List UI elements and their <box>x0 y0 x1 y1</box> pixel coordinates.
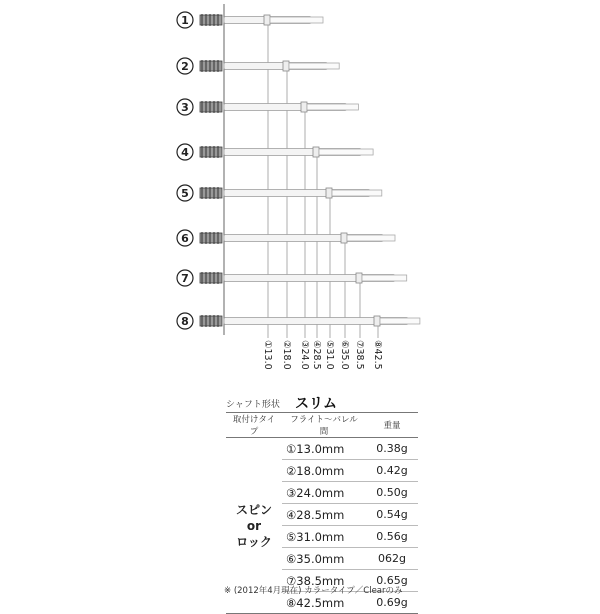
length-cell: ②18.0mm <box>282 460 366 482</box>
shaft-ring <box>326 188 332 198</box>
shaft-flight-slot <box>270 17 323 23</box>
shaft-thread <box>200 61 222 71</box>
shaft-flight-slot <box>307 104 358 110</box>
shaft-number-text: 7 <box>181 272 189 285</box>
shaft-thread <box>200 147 222 157</box>
mount-type-line: ロック <box>236 534 272 549</box>
length-cell: ①13.0mm <box>282 438 366 460</box>
shaft-ring <box>374 316 380 326</box>
shaft-thread <box>200 102 222 112</box>
shaft-shape-value: スリム <box>295 396 337 412</box>
mount-type-line: スピン <box>235 502 272 517</box>
weight-cell: 0.69g <box>366 592 418 614</box>
weight-cell: 0.54g <box>366 504 418 526</box>
shaft-thread <box>200 15 222 25</box>
shaft-ring <box>341 233 347 243</box>
shaft-shape-label: シャフト形状 <box>226 400 280 410</box>
shaft-ring <box>356 273 362 283</box>
weight-cell: 0.38g <box>366 438 418 460</box>
length-label: ⑦38.5 <box>354 340 365 370</box>
length-label: ⑥35.0 <box>339 340 350 370</box>
shaft-thread <box>200 316 222 326</box>
length-cell: ⑦38.5mm <box>282 570 366 592</box>
mount-type-line: or <box>246 518 262 533</box>
header-type: 取付けタイプ <box>226 413 282 438</box>
shaft-number-text: 3 <box>181 101 189 114</box>
shaft-number-text: 2 <box>181 60 189 73</box>
length-label: ③24.0 <box>299 340 310 370</box>
length-cell: ⑤31.0mm <box>282 526 366 548</box>
header-weight: 重量 <box>366 413 418 438</box>
length-cell: ③24.0mm <box>282 482 366 504</box>
length-label: ①13.0 <box>262 340 273 370</box>
shaft-number-text: 5 <box>181 187 189 200</box>
shaft-flight-slot <box>289 63 339 69</box>
shaft-ring <box>264 15 270 25</box>
spec-row <box>226 438 418 460</box>
shaft-thread <box>200 233 222 243</box>
length-cell: ④28.5mm <box>282 504 366 526</box>
shaft-ring <box>313 147 319 157</box>
shaft-number-text: 6 <box>181 232 189 245</box>
header-length: フライト〜バレル間 <box>282 413 366 438</box>
length-label: ②18.0 <box>281 340 292 370</box>
spec-table-header <box>226 413 418 438</box>
length-label: ⑧42.5 <box>372 340 383 370</box>
shaft-ring <box>283 61 289 71</box>
length-label: ④28.5 <box>311 340 322 370</box>
shaft-flight-slot <box>362 275 407 281</box>
shaft-flight-slot <box>347 235 395 241</box>
shaft-flight-slot <box>380 318 420 324</box>
weight-cell: 0.42g <box>366 460 418 482</box>
weight-cell: 0.65g <box>366 570 418 592</box>
shaft-number-text: 4 <box>181 146 189 159</box>
shaft-thread <box>200 188 222 198</box>
shaft-number-text: 1 <box>181 14 189 27</box>
weight-cell: 062g <box>366 548 418 570</box>
weight-cell: 0.50g <box>366 482 418 504</box>
footnote: ※ (2012年4月現在) カラータイプ／Clearのみ <box>224 586 403 596</box>
shaft-thread <box>200 273 222 283</box>
length-cell: ⑥35.0mm <box>282 548 366 570</box>
weight-cell: 0.56g <box>366 526 418 548</box>
length-label: ⑤31.0 <box>324 340 335 370</box>
length-cell: ⑧42.5mm <box>282 592 366 614</box>
shaft-flight-slot <box>319 149 373 155</box>
shaft-ring <box>301 102 307 112</box>
shaft-number-text: 8 <box>181 315 189 328</box>
shaft-flight-slot <box>332 190 382 196</box>
